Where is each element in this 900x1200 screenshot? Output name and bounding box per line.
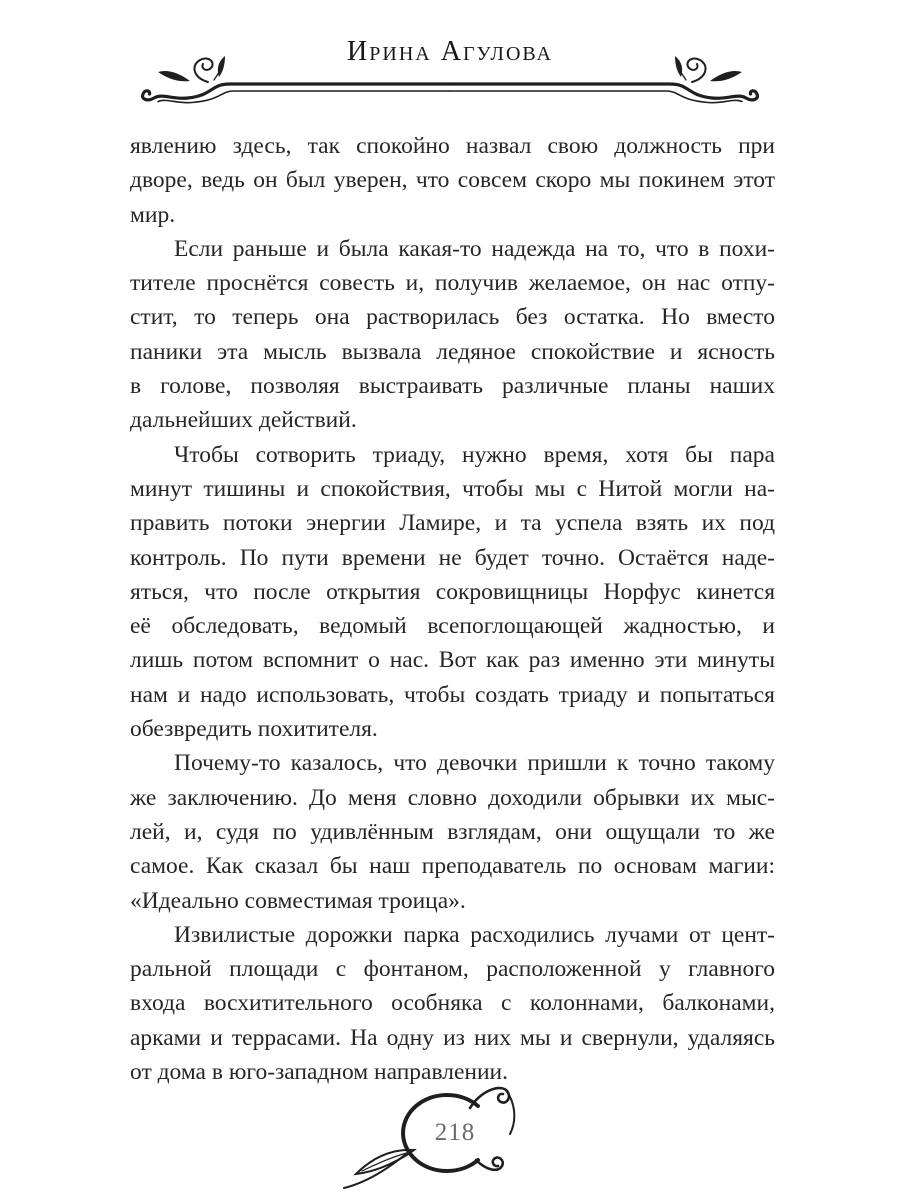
text-line: стит, то теперь она растворилась без остатка. Но вместо <box>130 304 775 331</box>
text-line: тителе проснётся совесть и, получив желаемое, он нас отпу- <box>130 270 775 297</box>
text-line: нам и надо использовать, чтобы создать триаду и попытаться <box>130 681 775 708</box>
page-number: 218 <box>434 1119 476 1146</box>
text-line: от дома в юго-западном направлении. <box>130 1059 509 1086</box>
page-header-author: Ирина Агулова <box>347 36 553 67</box>
text-line: ральной площади с фонтаном, расположенной у главного <box>130 956 775 983</box>
text-line: минут тишины и спокойствия, чтобы мы с Нитой могли на- <box>130 475 775 502</box>
text-line: лишь потом вспомнит о нас. Вот как раз именно эти минуты <box>130 647 775 674</box>
text-line: «Идеально совместимая троица». <box>130 887 466 914</box>
text-line: Извилистые дорожки парка расходились лучами от цент- <box>174 921 775 948</box>
text-line: править потоки энергии Ламире, и та успела взять их под <box>130 510 775 537</box>
text-line: самое. Как сказал бы наш преподаватель по основам магии: <box>130 853 775 880</box>
text-line: в голове, позволяя выстраивать различные планы наших <box>130 373 775 400</box>
text-line: явлению здесь, так спокойно назвал свою должность при <box>130 133 775 159</box>
text-line: лей, и, судя по удивлённым взглядам, они ощущали то же <box>130 818 775 845</box>
paragraph <box>130 918 775 1089</box>
text-line: Почему-то казалось, что девочки пришли к точно такому <box>174 750 775 777</box>
paragraph <box>130 746 775 917</box>
header-flourish-ornament <box>130 54 770 118</box>
text-line: яться, что после открытия сокровищницы Норфус кинется <box>130 578 775 605</box>
text-line: же заключению. До меня словно доходили обрывки их мыс- <box>130 784 775 811</box>
text-line: паники эта мысль вызвала ледяное спокойствие и ясность <box>130 338 775 365</box>
text-line: её обследовать, ведомый всепоглощающей жадностью, и <box>130 613 775 640</box>
text-line: Чтобы сотворить триаду, нужно время, хотя бы пара <box>174 441 775 468</box>
text-line: дворе, ведь он был уверен, что совсем скоро мы покинем этот <box>130 167 775 194</box>
text-line: входа восхитительного особняка с колоннами, балконами, <box>130 990 775 1017</box>
paragraph <box>130 438 775 747</box>
text-line: Если раньше и была какая-то надежда на то, что в похи- <box>174 235 775 262</box>
text-line: контроль. По пути времени не будет точно. Остаётся наде- <box>130 544 775 571</box>
text-line: мир. <box>130 201 176 228</box>
text-line: обезвредить похитителя. <box>130 716 378 743</box>
text-line: арками и террасами. На одну из них мы и свернули, удаляясь <box>130 1024 775 1051</box>
paragraph <box>130 232 775 438</box>
paragraph <box>130 129 775 232</box>
text-block <box>130 129 775 1089</box>
text-line: дальнейших действий. <box>130 407 357 434</box>
